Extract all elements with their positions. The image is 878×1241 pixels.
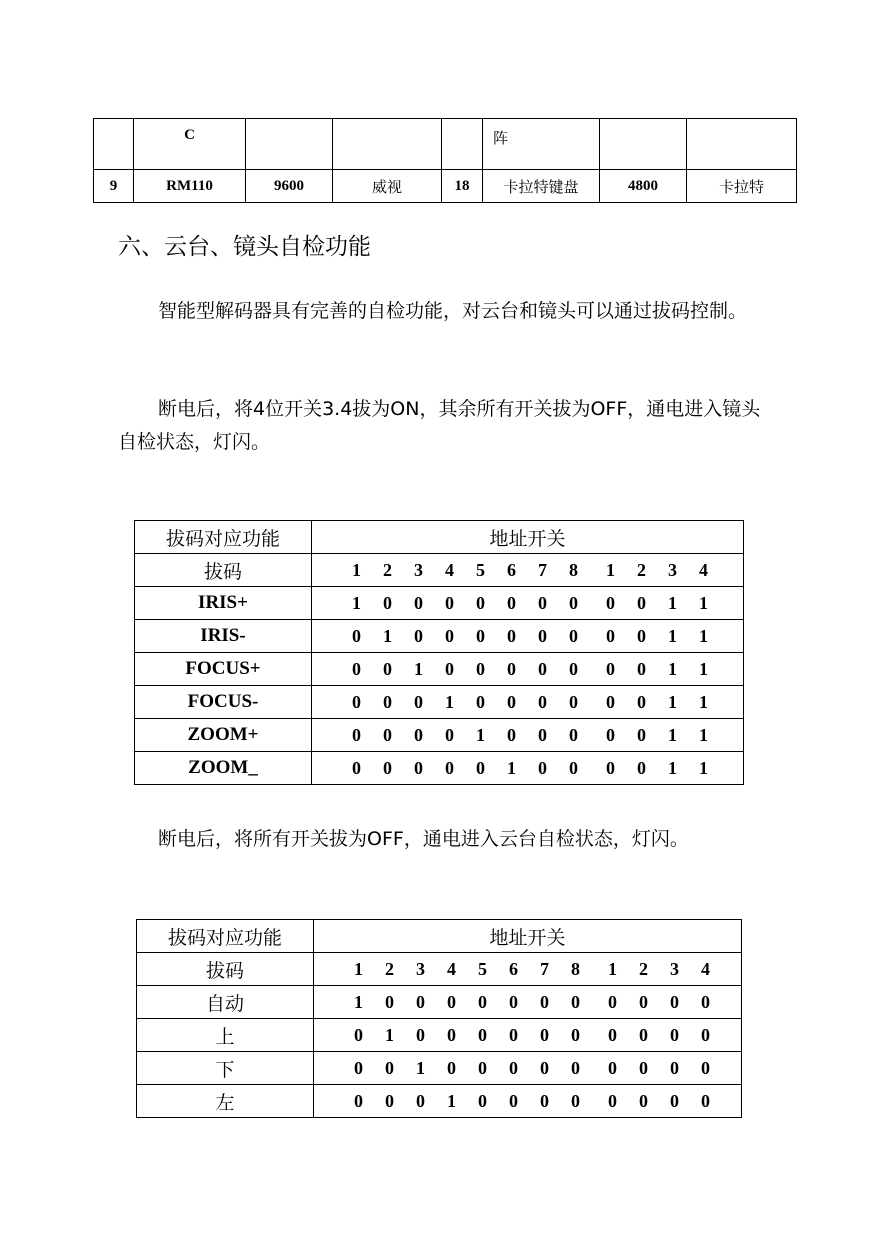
bit-value: 0	[540, 1057, 549, 1078]
bit-value: 0	[385, 1090, 394, 1111]
table-cell	[246, 119, 333, 170]
table-row	[135, 686, 744, 719]
bit-values	[314, 986, 742, 1019]
bit-value: 0	[383, 658, 392, 679]
bit-value: 0	[637, 691, 646, 712]
bit-value: 0	[569, 592, 578, 613]
table-row	[137, 1085, 742, 1118]
bit-value: 0	[639, 991, 648, 1012]
bit-value: 0	[476, 592, 485, 613]
bit-value: 0	[383, 757, 392, 778]
bit-value: 1	[699, 691, 708, 712]
bit-value: 0	[639, 1057, 648, 1078]
bit-value: 0	[569, 724, 578, 745]
bit-value: 1	[383, 625, 392, 646]
bit-value: 1	[668, 592, 677, 613]
table-cell: 4800	[600, 170, 687, 203]
bit-values	[312, 620, 744, 653]
bit-value: 0	[447, 1057, 456, 1078]
bit-value: 0	[639, 1024, 648, 1045]
table-cell: 9600	[246, 170, 333, 203]
bit-value: 1	[416, 1057, 425, 1078]
bit-value: 0	[385, 991, 394, 1012]
bit-value: 1	[445, 691, 454, 712]
bit-value: 0	[540, 1090, 549, 1111]
bit-value: 0	[414, 625, 423, 646]
bit-value: 0	[538, 691, 547, 712]
bit-value: 0	[606, 724, 615, 745]
switch-number: 1	[352, 559, 361, 580]
table-cell: 18	[442, 170, 483, 203]
switch-number: 1	[354, 958, 363, 979]
table-cell: C	[134, 119, 246, 170]
bit-value: 0	[352, 658, 361, 679]
bit-value: 0	[414, 592, 423, 613]
bit-value: 1	[699, 658, 708, 679]
switch-number: 8	[571, 958, 580, 979]
bit-value: 0	[606, 625, 615, 646]
bit-value: 0	[701, 1024, 710, 1045]
switch-number: 3	[416, 958, 425, 979]
bit-value: 0	[670, 1024, 679, 1045]
switch-number: 4	[701, 958, 710, 979]
switch-number: 4	[445, 559, 454, 580]
bit-value: 0	[637, 724, 646, 745]
table-row	[94, 119, 797, 170]
bit-value: 0	[571, 1057, 580, 1078]
bit-value: 0	[445, 658, 454, 679]
switch-number: 1	[606, 559, 615, 580]
function-header: 拔码对应功能	[137, 920, 314, 953]
bit-values	[314, 1085, 742, 1118]
table-row	[137, 1052, 742, 1085]
table-cell: 威视	[333, 170, 442, 203]
address-header: 地址开关	[314, 920, 742, 953]
bit-value: 0	[383, 724, 392, 745]
switch-number: 4	[447, 958, 456, 979]
switch-number: 3	[670, 958, 679, 979]
bit-value: 1	[699, 592, 708, 613]
bit-value: 1	[668, 757, 677, 778]
table-cell	[94, 119, 134, 170]
bit-value: 1	[354, 991, 363, 1012]
lens-switch-table	[134, 520, 744, 785]
switch-number: 1	[608, 958, 617, 979]
switch-number: 7	[540, 958, 549, 979]
bit-value: 0	[608, 1024, 617, 1045]
bit-value: 0	[507, 625, 516, 646]
bit-value: 0	[670, 1057, 679, 1078]
table-header-row	[135, 521, 744, 554]
bit-value: 0	[445, 724, 454, 745]
switch-numbers	[314, 953, 742, 986]
bit-value: 0	[571, 991, 580, 1012]
bit-value: 0	[606, 691, 615, 712]
bit-value: 0	[383, 592, 392, 613]
bit-value: 0	[414, 691, 423, 712]
switch-number: 2	[383, 559, 392, 580]
bit-value: 0	[608, 1057, 617, 1078]
switch-number: 5	[476, 559, 485, 580]
ptz-instruction-paragraph: 断电后，将所有开关拔为OFF，通电进入云台自检状态，灯闪。	[158, 828, 689, 850]
function-label: 左	[137, 1085, 314, 1118]
bit-value: 1	[699, 625, 708, 646]
bit-value: 0	[538, 658, 547, 679]
bit-value: 0	[354, 1024, 363, 1045]
bit-values	[314, 1019, 742, 1052]
table-row	[135, 719, 744, 752]
bit-value: 0	[416, 1090, 425, 1111]
bit-value: 0	[608, 991, 617, 1012]
table-row	[135, 752, 744, 785]
bit-value: 0	[540, 991, 549, 1012]
intro-paragraph: 智能型解码器具有完善的自检功能，对云台和镜头可以通过拔码控制。	[158, 300, 748, 322]
switch-number: 2	[385, 958, 394, 979]
switch-number: 4	[699, 559, 708, 580]
bit-values	[312, 653, 744, 686]
bit-value: 0	[538, 757, 547, 778]
bit-value: 0	[507, 658, 516, 679]
bit-value: 0	[445, 625, 454, 646]
bit-value: 0	[509, 1090, 518, 1111]
bit-value: 0	[701, 1057, 710, 1078]
bit-value: 0	[569, 757, 578, 778]
bit-value: 0	[639, 1090, 648, 1111]
table-cell	[600, 119, 687, 170]
bit-value: 0	[416, 1024, 425, 1045]
bit-value: 0	[606, 592, 615, 613]
table-row	[137, 1019, 742, 1052]
function-label: ZOOM+	[135, 719, 312, 752]
bit-value: 0	[478, 1024, 487, 1045]
ptz-switch-table	[136, 919, 742, 1118]
table-cell	[333, 119, 442, 170]
bit-value: 1	[668, 691, 677, 712]
bit-value: 0	[637, 658, 646, 679]
bit-value: 0	[478, 1057, 487, 1078]
table-cell: RM110	[134, 170, 246, 203]
function-label: ZOOM_	[135, 752, 312, 785]
bit-value: 0	[509, 1024, 518, 1045]
bit-value: 0	[509, 991, 518, 1012]
table-row	[94, 170, 797, 203]
bit-value: 0	[478, 991, 487, 1012]
bit-value: 1	[668, 625, 677, 646]
bit-value: 0	[476, 691, 485, 712]
bit-value: 0	[637, 625, 646, 646]
table-cell: 卡拉特键盘	[483, 170, 600, 203]
bit-values	[312, 719, 744, 752]
bit-value: 0	[416, 991, 425, 1012]
bit-value: 0	[445, 757, 454, 778]
bit-value: 0	[571, 1024, 580, 1045]
switch-number: 3	[668, 559, 677, 580]
bit-value: 1	[476, 724, 485, 745]
bit-value: 0	[352, 724, 361, 745]
function-header: 拔码对应功能	[135, 521, 312, 554]
bit-value: 0	[352, 691, 361, 712]
bit-value: 0	[637, 757, 646, 778]
bit-value: 1	[352, 592, 361, 613]
bit-values	[312, 587, 744, 620]
bit-value: 0	[447, 1024, 456, 1045]
bit-value: 0	[670, 991, 679, 1012]
bit-value: 1	[668, 658, 677, 679]
table-cell	[687, 119, 797, 170]
table-row	[137, 986, 742, 1019]
table-cell: 9	[94, 170, 134, 203]
bit-values	[312, 686, 744, 719]
function-label: FOCUS+	[135, 653, 312, 686]
bit-value: 0	[507, 691, 516, 712]
bit-value: 1	[385, 1024, 394, 1045]
bit-value: 0	[383, 691, 392, 712]
bit-value: 0	[447, 991, 456, 1012]
dip-label: 拔码	[135, 554, 312, 587]
bit-value: 0	[608, 1090, 617, 1111]
bit-value: 1	[507, 757, 516, 778]
lens-instruction-paragraph: 断电后，将4位开关3.4拔为ON，其余所有开关拔为OFF，通电进入镜头自检状态，灯闪。	[118, 398, 761, 453]
bit-value: 0	[478, 1090, 487, 1111]
switch-numbers	[312, 554, 744, 587]
bit-value: 0	[476, 757, 485, 778]
bit-value: 0	[701, 1090, 710, 1111]
bit-value: 0	[507, 592, 516, 613]
bit-value: 1	[414, 658, 423, 679]
bit-values	[312, 752, 744, 785]
function-label: 上	[137, 1019, 314, 1052]
switch-number: 5	[478, 958, 487, 979]
bit-value: 0	[571, 1090, 580, 1111]
function-label: 下	[137, 1052, 314, 1085]
table-row	[135, 620, 744, 653]
table-row	[135, 587, 744, 620]
bit-value: 0	[540, 1024, 549, 1045]
bit-value: 1	[699, 757, 708, 778]
bit-value: 0	[414, 757, 423, 778]
table-row	[135, 653, 744, 686]
table-header-row	[137, 920, 742, 953]
bit-value: 0	[538, 592, 547, 613]
protocol-table	[93, 118, 797, 203]
bit-value: 0	[354, 1090, 363, 1111]
bit-value: 0	[538, 724, 547, 745]
dip-label: 拔码	[137, 953, 314, 986]
switch-number: 6	[509, 958, 518, 979]
bit-value: 0	[507, 724, 516, 745]
bit-value: 0	[569, 658, 578, 679]
bit-value: 0	[569, 691, 578, 712]
bit-value: 0	[701, 991, 710, 1012]
bit-value: 0	[445, 592, 454, 613]
address-header: 地址开关	[312, 521, 744, 554]
table-subheader-row	[137, 953, 742, 986]
bit-value: 0	[670, 1090, 679, 1111]
bit-value: 0	[637, 592, 646, 613]
bit-value: 0	[509, 1057, 518, 1078]
function-label: IRIS+	[135, 587, 312, 620]
bit-value: 0	[352, 625, 361, 646]
bit-value: 0	[385, 1057, 394, 1078]
switch-number: 8	[569, 559, 578, 580]
table-cell	[442, 119, 483, 170]
bit-value: 1	[668, 724, 677, 745]
switch-number: 6	[507, 559, 516, 580]
bit-value: 0	[354, 1057, 363, 1078]
bit-value: 0	[352, 757, 361, 778]
bit-value: 0	[606, 658, 615, 679]
bit-value: 0	[606, 757, 615, 778]
bit-value: 0	[476, 625, 485, 646]
table-cell: 阵	[483, 119, 600, 170]
switch-number: 2	[637, 559, 646, 580]
bit-value: 0	[538, 625, 547, 646]
function-label: IRIS-	[135, 620, 312, 653]
switch-number: 2	[639, 958, 648, 979]
bit-value: 0	[414, 724, 423, 745]
section-heading: 六、云台、镜头自检功能	[118, 234, 371, 260]
table-cell: 卡拉特	[687, 170, 797, 203]
table-subheader-row	[135, 554, 744, 587]
switch-number: 7	[538, 559, 547, 580]
bit-value: 1	[447, 1090, 456, 1111]
switch-number: 3	[414, 559, 423, 580]
bit-value: 0	[476, 658, 485, 679]
function-label: 自动	[137, 986, 314, 1019]
bit-value: 1	[699, 724, 708, 745]
bit-values	[314, 1052, 742, 1085]
function-label: FOCUS-	[135, 686, 312, 719]
bit-value: 0	[569, 625, 578, 646]
